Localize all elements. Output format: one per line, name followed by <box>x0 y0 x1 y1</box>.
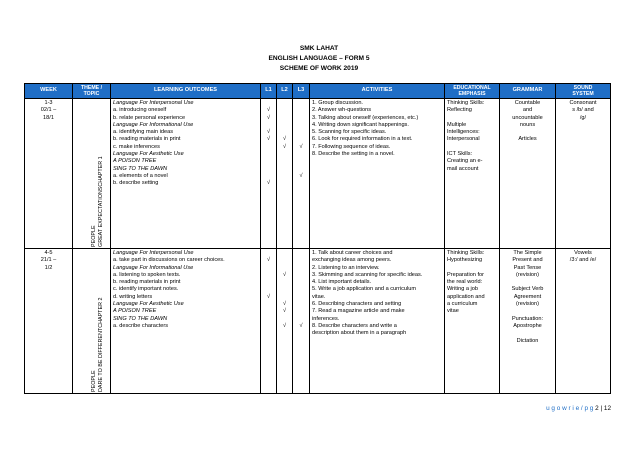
l1-cell <box>261 99 277 249</box>
week-line: 18/1 <box>43 114 54 121</box>
scheme-title: SCHEME OF WORK 2019 <box>279 65 359 72</box>
outcome-line: b. reading materials in print <box>113 136 181 143</box>
activity-line: 4. List important details. <box>312 279 372 286</box>
tick-mark <box>279 151 290 158</box>
tick-mark: √ <box>282 143 287 150</box>
tick-mark <box>279 100 290 107</box>
tick-mark <box>295 166 307 173</box>
tick-mark <box>279 158 290 165</box>
tick-mark <box>295 151 307 158</box>
sound-line: /g/ <box>579 114 587 121</box>
tick-mark <box>295 308 307 315</box>
activities-cell <box>310 99 445 249</box>
table-row <box>25 249 611 394</box>
activity-line: exchanging ideas among peers. <box>312 257 392 264</box>
activity-line: vitae. <box>312 293 326 300</box>
header-sound-line1: SOUND <box>573 84 593 91</box>
tick-mark <box>279 279 290 286</box>
week-line: 1-3 <box>44 100 53 106</box>
week-line: 4-5 <box>44 250 53 256</box>
theme-label: PEOPLE <box>91 225 97 247</box>
grammar-line: The Simple <box>513 250 542 256</box>
footer-label: u g o w r i e / p g <box>546 405 594 412</box>
tick-mark: √ <box>282 322 287 329</box>
week-line: 21/1 – <box>40 257 57 264</box>
tick-mark <box>295 250 307 257</box>
emphasis-line: application and <box>447 293 485 300</box>
emphasis-line: Creating an e- <box>447 158 483 165</box>
tick-mark <box>279 257 290 264</box>
tick-mark <box>295 115 307 122</box>
sound-line: Vowels <box>574 250 592 256</box>
tick-mark: √ <box>266 136 271 143</box>
week-cell <box>25 249 73 394</box>
theme-label: PEOPLE <box>91 370 97 392</box>
tick-mark <box>295 279 307 286</box>
header-grammar: GRAMMAR <box>500 84 556 99</box>
header-l1: L1 <box>261 84 277 99</box>
outcome-line: b. relate personal experience <box>113 114 186 121</box>
subject-title: ENGLISH LANGUAGE – FORM 5 <box>268 55 370 62</box>
tick-mark <box>263 272 274 279</box>
theme-rotated-wrap <box>73 99 110 247</box>
tick-mark <box>295 136 307 143</box>
outcome-line: A POISON TREE <box>113 158 157 165</box>
emphasis-line: Multiple <box>447 121 467 128</box>
week-line: 02/1 – <box>40 107 57 114</box>
sound-system-cell <box>556 249 611 394</box>
tick-mark <box>263 166 274 173</box>
tick-mark: √ <box>299 172 303 179</box>
emphasis-line: Thinking Skills: <box>447 250 485 256</box>
activity-line: 4. Writing down significant happenings. <box>312 121 409 128</box>
outcome-line: Language For Aesthetic Use <box>113 301 184 308</box>
header-theme-line1: THEME / <box>80 84 103 91</box>
activity-line: inferences. <box>312 315 340 322</box>
table-header-row <box>25 84 611 99</box>
activity-line: 3. Skimming and scanning for specific ideas. <box>312 271 423 278</box>
tick-mark: √ <box>282 308 287 315</box>
tick-mark <box>279 166 290 173</box>
header-sound-system <box>556 84 611 99</box>
emphasis-line: the real world: <box>447 279 483 286</box>
grammar-line: Present and <box>512 257 543 264</box>
emphasis-line <box>447 144 497 151</box>
tick-mark <box>279 122 290 129</box>
tick-mark: √ <box>266 293 271 300</box>
tick-mark: √ <box>266 107 271 114</box>
outcome-line: c. make inferences <box>113 143 160 150</box>
outcome-line: a. describe characters <box>113 322 169 329</box>
header-activities: ACTIVITIES <box>310 84 445 99</box>
theme-cell <box>73 99 111 249</box>
header-learning-outcomes: LEARNING OUTCOMES <box>111 84 261 99</box>
emphasis-line <box>447 115 497 122</box>
outcome-line: b. reading materials in print <box>113 279 181 286</box>
sound-system-cell <box>556 99 611 249</box>
tick-mark: √ <box>282 271 287 278</box>
outcome-line: a. elements of a novel <box>113 172 168 179</box>
emphasis-line: ICT Skills: <box>447 151 473 158</box>
tick-mark: √ <box>266 129 271 136</box>
school-name: SMK LAHAT <box>299 45 339 52</box>
tick-mark <box>295 107 307 114</box>
outcome-line: Language For Informational Use <box>113 264 194 271</box>
header-edu-line1: EDUCATIONAL <box>453 84 491 91</box>
outcome-line: d. writing letters <box>113 293 153 300</box>
activity-line: 2. Answer wh-questions <box>312 107 372 114</box>
sound-line: s /b/ and <box>572 107 594 114</box>
tick-mark <box>263 158 274 165</box>
grammar-line: Articles <box>518 136 537 143</box>
tick-mark <box>279 250 290 257</box>
tick-mark <box>279 265 290 272</box>
l1-cell <box>261 249 277 394</box>
outcome-line: a. identifying main ideas <box>113 129 174 136</box>
tick-mark: √ <box>266 257 271 264</box>
emphasis-line: a curriculum <box>447 301 478 308</box>
grammar-line: (revision) <box>515 301 539 308</box>
grammar-line <box>502 308 553 315</box>
tick-mark <box>279 173 290 180</box>
header-l3: L3 <box>293 84 310 99</box>
outcome-line: Language For Informational Use <box>113 121 194 128</box>
grammar-line <box>502 330 553 337</box>
tick-mark <box>263 286 274 293</box>
emphasis-line: Reflecting <box>447 107 472 114</box>
emphasis-line: Interpersonal <box>447 136 480 143</box>
grammar-cell <box>500 99 556 249</box>
tick-mark <box>263 323 274 330</box>
grammar-line: (revision) <box>515 271 539 278</box>
tick-mark <box>263 265 274 272</box>
outcome-line: Language For Interpersonal Use <box>113 250 194 256</box>
activity-line: 5. Write a job application and a curriculum <box>312 286 417 293</box>
week-line: 1/2 <box>44 264 53 271</box>
emphasis-line: Preparation for <box>447 271 485 278</box>
tick-mark <box>295 257 307 264</box>
theme-cell <box>73 249 111 394</box>
outcome-line: a. introducing oneself <box>113 107 167 114</box>
document-title-block <box>0 44 638 74</box>
scheme-of-work-table <box>24 83 611 394</box>
activity-line: 8. Describe characters and write a <box>312 322 397 329</box>
l3-cell <box>293 249 310 394</box>
header-week: WEEK <box>25 84 73 99</box>
tick-mark <box>263 316 274 323</box>
grammar-line: Dictation <box>516 337 539 344</box>
tick-mark <box>263 308 274 315</box>
grammar-line: Past Tense <box>513 264 542 271</box>
tick-mark: √ <box>282 301 287 308</box>
emphasis-line <box>447 265 497 272</box>
grammar-line: and <box>522 107 533 114</box>
activities-cell <box>310 249 445 394</box>
grammar-line: Subject Verb <box>511 286 544 293</box>
tick-mark <box>279 180 290 187</box>
header-sound-line2: SYSTEM <box>572 91 594 97</box>
table-row <box>25 99 611 249</box>
activity-line: 1. Talk about career choices and <box>312 250 393 256</box>
emphasis-line: vitae <box>447 308 459 315</box>
outcome-line: Language For Aesthetic Use <box>113 151 184 158</box>
topic-label: GREAT EXPECTATIONSCHAPTER 1 <box>98 156 104 247</box>
outcome-line: c. identify important notes. <box>113 286 179 293</box>
tick-mark: √ <box>266 114 271 121</box>
header-edu-line2: EMPHASIS <box>458 91 486 97</box>
tick-mark <box>279 107 290 114</box>
l3-cell <box>293 99 310 249</box>
tick-mark <box>295 265 307 272</box>
educational-emphasis-cell <box>445 99 500 249</box>
tick-mark <box>295 158 307 165</box>
header-theme-line2: TOPIC <box>83 91 100 97</box>
grammar-line: nouns <box>519 121 536 128</box>
grammar-line <box>502 129 553 136</box>
activity-line: 8. Describe the setting in a novel. <box>312 151 395 158</box>
activity-line: 7. Following sequence of ideas. <box>312 143 391 150</box>
activity-line: 2. Listening to an interview. <box>312 264 380 271</box>
activity-line: 6. Look for required information in a text. <box>312 136 413 143</box>
header-l2: L2 <box>277 84 293 99</box>
grammar-line: Apostrophe <box>513 322 542 329</box>
tick-mark <box>263 151 274 158</box>
tick-mark: √ <box>282 136 287 143</box>
tick-mark <box>263 144 274 151</box>
activity-line: 1. Group discussion. <box>312 100 363 106</box>
tick-mark <box>279 115 290 122</box>
outcome-line: a. take part in discussions on career choices. <box>113 257 225 264</box>
emphasis-line: Intelligences: <box>447 129 480 136</box>
header-theme <box>73 84 111 99</box>
topic-label: DARE TO BE DIFFERENTCHAPTER 2 <box>98 297 104 392</box>
activity-line: 7. Read a magazine article and make <box>312 308 405 315</box>
outcome-line: a. listening to spoken texts. <box>113 271 181 278</box>
week-cell <box>25 99 73 249</box>
activity-line: description about them in a paragraph <box>312 330 407 337</box>
grammar-line <box>502 279 553 286</box>
grammar-line: Agreement <box>513 293 542 300</box>
learning-outcomes-cell <box>111 249 261 394</box>
tick-mark: √ <box>299 322 303 329</box>
tick-mark <box>295 301 307 308</box>
tick-mark <box>263 301 274 308</box>
grammar-line: Countable <box>514 100 541 106</box>
tick-mark <box>279 294 290 301</box>
footer-page-number: 2 | 12 <box>595 405 611 412</box>
emphasis-line: Thinking Skills: <box>447 100 485 106</box>
tick-mark <box>295 180 307 187</box>
tick-mark <box>279 316 290 323</box>
activity-line: 6. Describing characters and setting <box>312 301 402 308</box>
grammar-cell <box>500 249 556 394</box>
tick-mark <box>295 286 307 293</box>
tick-mark <box>279 286 290 293</box>
tick-mark <box>295 316 307 323</box>
l2-cell <box>277 249 293 394</box>
tick-mark: √ <box>266 180 271 187</box>
learning-outcomes-cell <box>111 99 261 249</box>
activity-line: 5. Scanning for specific ideas. <box>312 129 387 136</box>
activity-line: 3. Talking about oneself (experiences, etc.) <box>312 114 419 121</box>
sound-line: /3:/ and /e/ <box>569 257 597 264</box>
outcome-line: b. describe setting <box>113 180 159 187</box>
tick-mark: √ <box>299 143 303 150</box>
emphasis-line: mail account <box>447 165 479 172</box>
l2-cell <box>277 99 293 249</box>
tick-mark <box>295 122 307 129</box>
outcome-line: SING TO THE DAWN <box>113 315 168 322</box>
tick-mark <box>295 100 307 107</box>
tick-mark <box>295 129 307 136</box>
grammar-line: Punctuation: <box>511 315 544 322</box>
outcome-line: SING TO THE DAWN <box>113 165 168 172</box>
outcome-line: Language For Interpersonal Use <box>113 100 194 106</box>
sound-line: Consonant <box>569 100 597 106</box>
grammar-line: uncountable <box>512 114 543 121</box>
tick-mark <box>295 272 307 279</box>
tick-mark <box>295 294 307 301</box>
educational-emphasis-cell <box>445 249 500 394</box>
emphasis-line: Hypothesizing <box>447 257 483 264</box>
theme-rotated-wrap <box>73 249 110 392</box>
emphasis-line: Writing a job <box>447 286 478 293</box>
header-educational-emphasis <box>445 84 500 99</box>
page-footer <box>546 405 611 412</box>
outcome-line: A POISON TREE <box>113 308 157 315</box>
tick-mark <box>263 279 274 286</box>
